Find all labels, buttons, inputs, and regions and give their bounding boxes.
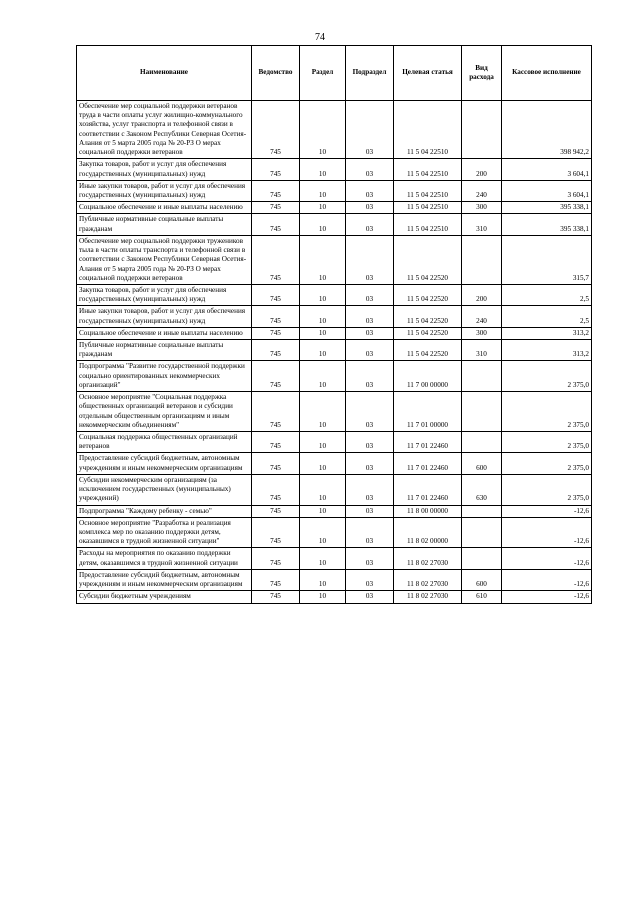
cell-name: Предоставление субсидий бюджетным, автономным учреждениям и иным некоммерческим организациям <box>77 569 252 590</box>
cell-name: Основное мероприятие "Социальная поддержка общественных организаций ветеранов и субсидии отдельным общественным организациям и иным некоммерческим объединениям" <box>77 392 252 432</box>
cell-subsection: 03 <box>346 361 394 392</box>
cell-amount: 2,5 <box>502 306 592 327</box>
cell-dept: 745 <box>252 284 300 305</box>
table-row <box>77 284 592 305</box>
table-row <box>77 235 592 284</box>
cell-section: 10 <box>300 202 346 214</box>
cell-target: 11 5 04 22510 <box>394 214 462 235</box>
table-row <box>77 432 592 453</box>
cell-subsection: 03 <box>346 101 394 159</box>
cell-section: 10 <box>300 306 346 327</box>
cell-dept: 745 <box>252 180 300 201</box>
header-exp-type: Вид расхода <box>462 46 502 101</box>
cell-subsection: 03 <box>346 569 394 590</box>
cell-name: Основное мероприятие "Разработка и реализация комплекса мер по оказанию поддержки детям, оказавшимся в трудной жизненной ситуации" <box>77 517 252 548</box>
cell-name: Подпрограмма "Каждому ребенку - семью" <box>77 505 252 517</box>
cell-exp-type: 630 <box>462 474 502 505</box>
cell-section: 10 <box>300 361 346 392</box>
cell-exp-type <box>462 101 502 159</box>
cell-exp-type <box>462 517 502 548</box>
cell-name: Закупка товаров, работ и услуг для обеспечения государственных (муниципальных) нужд <box>77 159 252 180</box>
cell-dept: 745 <box>252 159 300 180</box>
cell-subsection: 03 <box>346 392 394 432</box>
cell-exp-type <box>462 432 502 453</box>
cell-amount: 2 375,0 <box>502 392 592 432</box>
cell-amount: 395 338,1 <box>502 214 592 235</box>
cell-exp-type: 310 <box>462 340 502 361</box>
cell-target: 11 5 04 22520 <box>394 235 462 284</box>
cell-amount: -12,6 <box>502 517 592 548</box>
cell-exp-type: 300 <box>462 327 502 339</box>
cell-dept: 745 <box>252 214 300 235</box>
cell-section: 10 <box>300 235 346 284</box>
header-amount: Кассовое исполнение <box>502 46 592 101</box>
cell-target: 11 5 04 22520 <box>394 327 462 339</box>
cell-target: 11 7 01 22460 <box>394 432 462 453</box>
cell-exp-type: 300 <box>462 202 502 214</box>
cell-amount: 3 604,1 <box>502 159 592 180</box>
cell-amount: 313,2 <box>502 327 592 339</box>
cell-name: Публичные нормативные социальные выплаты гражданам <box>77 340 252 361</box>
cell-subsection: 03 <box>346 159 394 180</box>
cell-exp-type: 240 <box>462 306 502 327</box>
cell-dept: 745 <box>252 453 300 474</box>
table-row <box>77 202 592 214</box>
cell-exp-type <box>462 392 502 432</box>
cell-amount: -12,6 <box>502 569 592 590</box>
cell-name: Социальная поддержка общественных организаций ветеранов <box>77 432 252 453</box>
cell-dept: 745 <box>252 340 300 361</box>
cell-amount: 2 375,0 <box>502 453 592 474</box>
table-row <box>77 361 592 392</box>
cell-dept: 745 <box>252 505 300 517</box>
cell-subsection: 03 <box>346 180 394 201</box>
cell-name: Предоставление субсидий бюджетным, автономным учреждениям и иным некоммерческим организациям <box>77 453 252 474</box>
cell-dept: 745 <box>252 202 300 214</box>
cell-target: 11 5 04 22520 <box>394 340 462 361</box>
cell-target: 11 8 02 27030 <box>394 548 462 569</box>
cell-subsection: 03 <box>346 327 394 339</box>
cell-name: Обеспечение мер социальной поддержки ветеранов труда в части оплаты услуг жилищно-коммунального хозяйства, услуг транспорта и телефонной связи в соответствии с Законом Республики Северная Осетия-Алания от 5 марта 2005 года № 20-РЗ О мерах социальной поддержки ветеранов <box>77 101 252 159</box>
cell-amount: 2 375,0 <box>502 474 592 505</box>
cell-exp-type <box>462 548 502 569</box>
table-row <box>77 453 592 474</box>
cell-name: Расходы на мероприятия по оказанию поддержки детям, оказавшимся в трудной жизненной ситуации <box>77 548 252 569</box>
table-row <box>77 474 592 505</box>
cell-section: 10 <box>300 340 346 361</box>
cell-section: 10 <box>300 569 346 590</box>
cell-amount: 3 604,1 <box>502 180 592 201</box>
cell-target: 11 7 01 22460 <box>394 453 462 474</box>
cell-section: 10 <box>300 327 346 339</box>
cell-target: 11 5 04 22510 <box>394 180 462 201</box>
cell-name: Публичные нормативные социальные выплаты гражданам <box>77 214 252 235</box>
cell-dept: 745 <box>252 361 300 392</box>
table-row <box>77 505 592 517</box>
cell-amount: 2 375,0 <box>502 361 592 392</box>
cell-exp-type <box>462 235 502 284</box>
cell-section: 10 <box>300 284 346 305</box>
table-row <box>77 327 592 339</box>
cell-subsection: 03 <box>346 453 394 474</box>
table-row <box>77 214 592 235</box>
cell-name: Иные закупки товаров, работ и услуг для обеспечения государственных (муниципальных) нужд <box>77 306 252 327</box>
cell-subsection: 03 <box>346 235 394 284</box>
cell-name: Социальное обеспечение и иные выплаты населению <box>77 202 252 214</box>
cell-target: 11 5 04 22510 <box>394 101 462 159</box>
cell-section: 10 <box>300 159 346 180</box>
cell-exp-type: 200 <box>462 159 502 180</box>
cell-amount: -12,6 <box>502 505 592 517</box>
cell-dept: 745 <box>252 548 300 569</box>
cell-section: 10 <box>300 517 346 548</box>
cell-dept: 745 <box>252 392 300 432</box>
cell-dept: 745 <box>252 517 300 548</box>
cell-subsection: 03 <box>346 505 394 517</box>
table-header-row <box>77 46 592 101</box>
table-row <box>77 306 592 327</box>
header-target: Целевая статья <box>394 46 462 101</box>
cell-dept: 745 <box>252 591 300 603</box>
cell-subsection: 03 <box>346 306 394 327</box>
cell-name: Субсидии бюджетным учреждениям <box>77 591 252 603</box>
cell-section: 10 <box>300 453 346 474</box>
cell-dept: 745 <box>252 235 300 284</box>
table-row <box>77 548 592 569</box>
cell-name: Социальное обеспечение и иные выплаты населению <box>77 327 252 339</box>
cell-amount: 2,5 <box>502 284 592 305</box>
cell-dept: 745 <box>252 474 300 505</box>
cell-target: 11 5 04 22520 <box>394 284 462 305</box>
cell-target: 11 8 00 00000 <box>394 505 462 517</box>
cell-name: Обеспечение мер социальной поддержки тружеников тыла в части оплаты транспорта и телефонной связи в соответствии с Законом Республики Северная Осетия-Алания от 5 марта 2005 года № 20-РЗ О мерах социальной поддержки ветеранов <box>77 235 252 284</box>
header-subsection: Подраздел <box>346 46 394 101</box>
cell-amount: 395 338,1 <box>502 202 592 214</box>
cell-target: 11 8 02 27030 <box>394 591 462 603</box>
cell-dept: 745 <box>252 101 300 159</box>
cell-subsection: 03 <box>346 474 394 505</box>
cell-exp-type <box>462 505 502 517</box>
cell-amount: 398 942,2 <box>502 101 592 159</box>
cell-exp-type <box>462 361 502 392</box>
cell-exp-type: 610 <box>462 591 502 603</box>
cell-amount: 313,2 <box>502 340 592 361</box>
cell-subsection: 03 <box>346 202 394 214</box>
cell-exp-type: 200 <box>462 284 502 305</box>
cell-section: 10 <box>300 548 346 569</box>
cell-subsection: 03 <box>346 340 394 361</box>
table-row <box>77 159 592 180</box>
cell-name: Иные закупки товаров, работ и услуг для обеспечения государственных (муниципальных) нужд <box>77 180 252 201</box>
cell-exp-type: 310 <box>462 214 502 235</box>
cell-target: 11 5 04 22510 <box>394 159 462 180</box>
cell-subsection: 03 <box>346 548 394 569</box>
cell-target: 11 5 04 22520 <box>394 306 462 327</box>
cell-dept: 745 <box>252 306 300 327</box>
page-number: 74 <box>315 32 325 43</box>
cell-dept: 745 <box>252 327 300 339</box>
cell-exp-type: 240 <box>462 180 502 201</box>
cell-section: 10 <box>300 180 346 201</box>
cell-amount: 315,7 <box>502 235 592 284</box>
cell-exp-type: 600 <box>462 569 502 590</box>
cell-exp-type: 600 <box>462 453 502 474</box>
cell-subsection: 03 <box>346 214 394 235</box>
cell-name: Субсидии некоммерческим организациям (за исключением государственных (муниципальных) учреждений) <box>77 474 252 505</box>
cell-target: 11 5 04 22510 <box>394 202 462 214</box>
table-row <box>77 569 592 590</box>
cell-subsection: 03 <box>346 284 394 305</box>
cell-dept: 745 <box>252 432 300 453</box>
cell-target: 11 8 02 00000 <box>394 517 462 548</box>
cell-target: 11 7 00 00000 <box>394 361 462 392</box>
cell-subsection: 03 <box>346 432 394 453</box>
header-dept: Ведомство <box>252 46 300 101</box>
cell-section: 10 <box>300 505 346 517</box>
cell-amount: 2 375,0 <box>502 432 592 453</box>
table-body <box>77 101 592 604</box>
table-row <box>77 591 592 603</box>
cell-section: 10 <box>300 101 346 159</box>
cell-target: 11 8 02 27030 <box>394 569 462 590</box>
cell-section: 10 <box>300 392 346 432</box>
table-row <box>77 340 592 361</box>
table-row <box>77 517 592 548</box>
cell-section: 10 <box>300 214 346 235</box>
cell-dept: 745 <box>252 569 300 590</box>
cell-name: Подпрограмма "Развитие государственной поддержки социально ориентированных некоммерческих организаций" <box>77 361 252 392</box>
cell-section: 10 <box>300 474 346 505</box>
cell-amount: -12,6 <box>502 591 592 603</box>
cell-section: 10 <box>300 591 346 603</box>
budget-table <box>76 45 592 604</box>
cell-target: 11 7 01 00000 <box>394 392 462 432</box>
header-section: Раздел <box>300 46 346 101</box>
header-name: Наименование <box>77 46 252 101</box>
cell-section: 10 <box>300 432 346 453</box>
cell-amount: -12,6 <box>502 548 592 569</box>
cell-target: 11 7 01 22460 <box>394 474 462 505</box>
table-row <box>77 101 592 159</box>
cell-name: Закупка товаров, работ и услуг для обеспечения государственных (муниципальных) нужд <box>77 284 252 305</box>
table-row <box>77 392 592 432</box>
cell-subsection: 03 <box>346 591 394 603</box>
table-row <box>77 180 592 201</box>
cell-subsection: 03 <box>346 517 394 548</box>
